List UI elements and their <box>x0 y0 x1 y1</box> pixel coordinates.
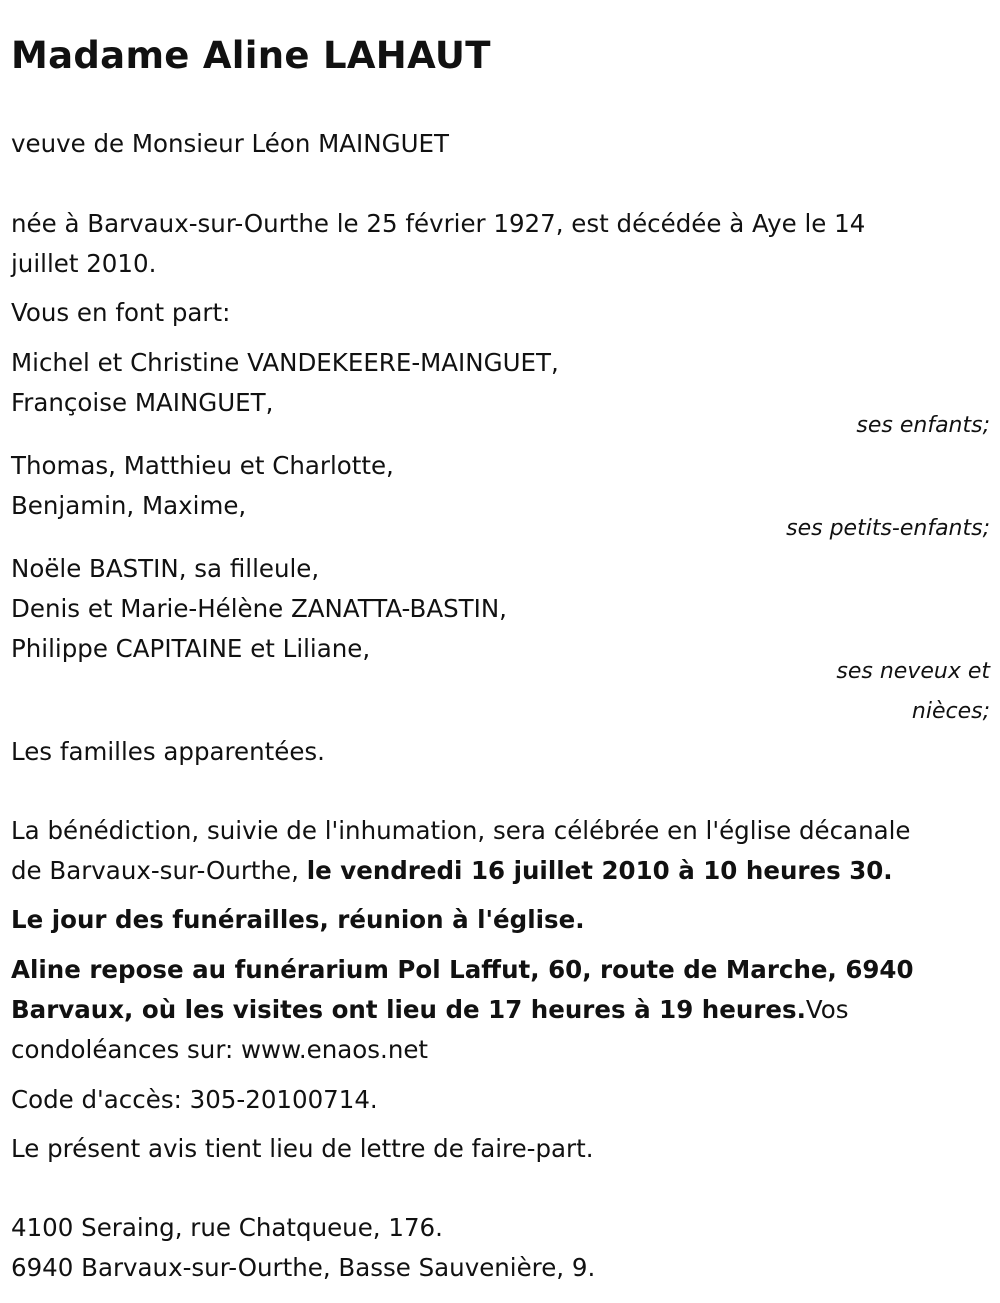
page-title: Madame Aline LAHAUT <box>11 34 491 77</box>
address-line: 4100 Seraing, rue Chatqueue, 176. <box>11 1213 443 1242</box>
access-code-line: Code d'accès: 305-20100714. <box>11 1085 378 1114</box>
nephew-name: Denis et Marie-Hélène ZANATTA-BASTIN, <box>11 594 507 623</box>
grandchild-name: Benjamin, Maxime, <box>11 491 247 520</box>
ceremony-datetime: le vendredi 16 juillet 2010 à 10 heures 30. <box>306 856 893 885</box>
ceremony-place: de Barvaux-sur-Ourthe, <box>11 856 307 885</box>
ceremony-line-2 <box>11 851 893 891</box>
funeral-home-text-1: Aline repose au funérarium Pol Laffut, 60, route de Marche, 6940 <box>11 955 914 984</box>
condolences-prefix: Vos <box>805 995 849 1024</box>
meeting-text: Le jour des funérailles, réunion à l'église. <box>11 905 585 934</box>
children-role: ses enfants; <box>856 413 990 438</box>
nephew-name: Noële BASTIN, sa filleule, <box>11 554 320 583</box>
funeral-home-text-2: Barvaux, où les visites ont lieu de 17 heures à 19 heures. <box>11 995 806 1024</box>
widow-line: veuve de Monsieur Léon MAINGUET <box>11 129 449 158</box>
grandchildren-role: ses petits-enfants; <box>786 516 990 541</box>
child-name: Françoise MAINGUET, <box>11 388 274 417</box>
notice-line: Le présent avis tient lieu de lettre de faire-part. <box>11 1134 594 1163</box>
meeting-line <box>11 900 585 940</box>
child-name: Michel et Christine VANDEKEERE-MAINGUET, <box>11 348 559 377</box>
address-line: 6940 Barvaux-sur-Ourthe, Basse Sauvenière, 9. <box>11 1253 596 1282</box>
nephew-name: Philippe CAPITAINE et Liliane, <box>11 634 371 663</box>
birth-death-line-1: née à Barvaux-sur-Ourthe le 25 février 1927, est décédée à Aye le 14 <box>11 209 866 238</box>
birth-death-line-2: juillet 2010. <box>11 249 157 278</box>
nephews-role-line-1: ses neveux et <box>836 659 990 684</box>
grandchild-name: Thomas, Matthieu et Charlotte, <box>11 451 394 480</box>
nephews-role-line-2: nièces; <box>911 699 990 724</box>
announce-line: Vous en font part: <box>11 298 231 327</box>
funeral-home-line-1 <box>11 950 914 990</box>
condolences-line: condoléances sur: www.enaos.net <box>11 1035 429 1064</box>
ceremony-line-1: La bénédiction, suivie de l'inhumation, sera célébrée en l'église décanale <box>11 816 911 845</box>
funeral-home-line-2 <box>11 990 849 1030</box>
families-line: Les familles apparentées. <box>11 737 325 766</box>
